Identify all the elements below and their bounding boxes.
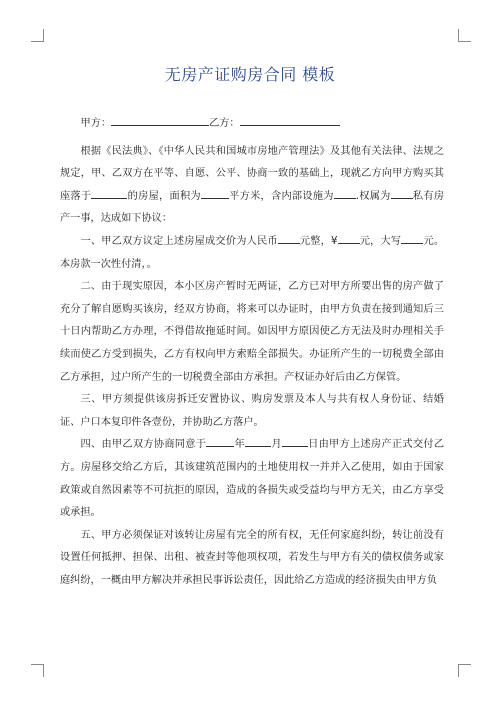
intro-text-b: 的房屋，面积为 [127,190,201,202]
price-number-blank[interactable] [338,232,360,244]
clause-4-text-c: 月 [271,439,282,451]
crop-mark-bottom-left [31,664,44,677]
party-b-blank[interactable] [240,114,340,126]
intro-text: 根据《民法典》、《中华人民共和国城市房地产管理法》及其他有关法律、法规之规定，甲、乙双方在平等、自愿、公平、协商一致的基础上，现就乙方向甲方购买其座落于 [60,145,444,202]
area-blank[interactable] [201,187,229,199]
crop-mark-bottom-right [458,664,471,677]
clause-5: 五、甲方必须保证对该转让房屋有完全的所有权，无任何家庭纠纷，转让前没有设置任何抵押、担保、出租、被查封等他项权项，若发生与甲方有关的债权债务或家庭纠纷，一概由甲方解决并承担民事诉讼责任，因此给乙方造成的经济损失由甲方负 [60,529,444,586]
clause-4-text-d: 日由甲方上述房产正式交付乙方。房屋移交给乙方后，其该建筑范围内的土地使用权一并并入乙使用，如由于国家政策或自然因素等不可抗拒的原因，造成的各损失或受益均与甲方无关，由乙方享受或承担。 [60,439,445,519]
clause-4 [60,434,444,524]
document-title: 无房产证购房合同 模板 [164,65,336,84]
clause-1-text-c: 元，大写 [359,235,402,247]
clause-3: 三、甲方须提供该房拆迁安置协议、购房发票及本人与共有权人身份证、结婚证、户口本复印件各壹份，并协助乙方落户。 [60,394,444,428]
party-a-label: 甲方： [80,118,112,129]
party-a-blank[interactable] [111,114,209,126]
year-blank[interactable] [206,435,234,447]
clause-1-text-b: 元整，¥ [299,235,338,247]
intro-text-d: .权属为 [355,190,391,202]
day-blank[interactable] [282,435,308,447]
price-uppercase-blank[interactable] [401,232,423,244]
clause-4-text-b: 年 [234,439,246,451]
party-b-label: 乙方： [209,118,240,129]
clause-1-text-d: 元。本房款一次性付清，。 [60,235,445,270]
intro-paragraph [60,141,444,231]
month-blank[interactable] [245,435,271,447]
clause-1-text-a: 一、甲乙双方议定上述房屋成交价为人民币 [80,235,278,247]
clause-2: 二、由于现实原因，本小区房产暂时无两证，乙方已对甲方所要出售的房产做了充分了解自愿购买该房，经双方协商，将来可以办证时，由甲方负责在接到通知后三十日内帮助乙方办理，不得借故拖延时间。如因甲方原因使乙方无法及时办理相关手续而使乙方受到损失，乙方有权向甲方索赔全部损失。办证所产生的一切税费全部由乙方承担，过户所产生的一切税费全部由方承担。产权证办好后由乙方保管。 [60,281,444,383]
contract-body [60,113,444,592]
location-blank[interactable] [91,187,127,199]
crop-mark-top-right [458,29,471,42]
ownership-blank[interactable] [391,187,413,199]
facilities-blank[interactable] [334,187,356,199]
clause-1 [60,231,444,276]
crop-mark-top-left [31,29,44,42]
price-blank[interactable] [278,232,300,244]
intro-text-c: 平方米，含内部设施为 [228,190,334,202]
intro-text-e: 私有房产一事，达成如下协议： [60,190,445,225]
parties-line [60,113,444,136]
clause-4-text-a: 四、由甲乙双方协商同意于 [80,439,207,451]
